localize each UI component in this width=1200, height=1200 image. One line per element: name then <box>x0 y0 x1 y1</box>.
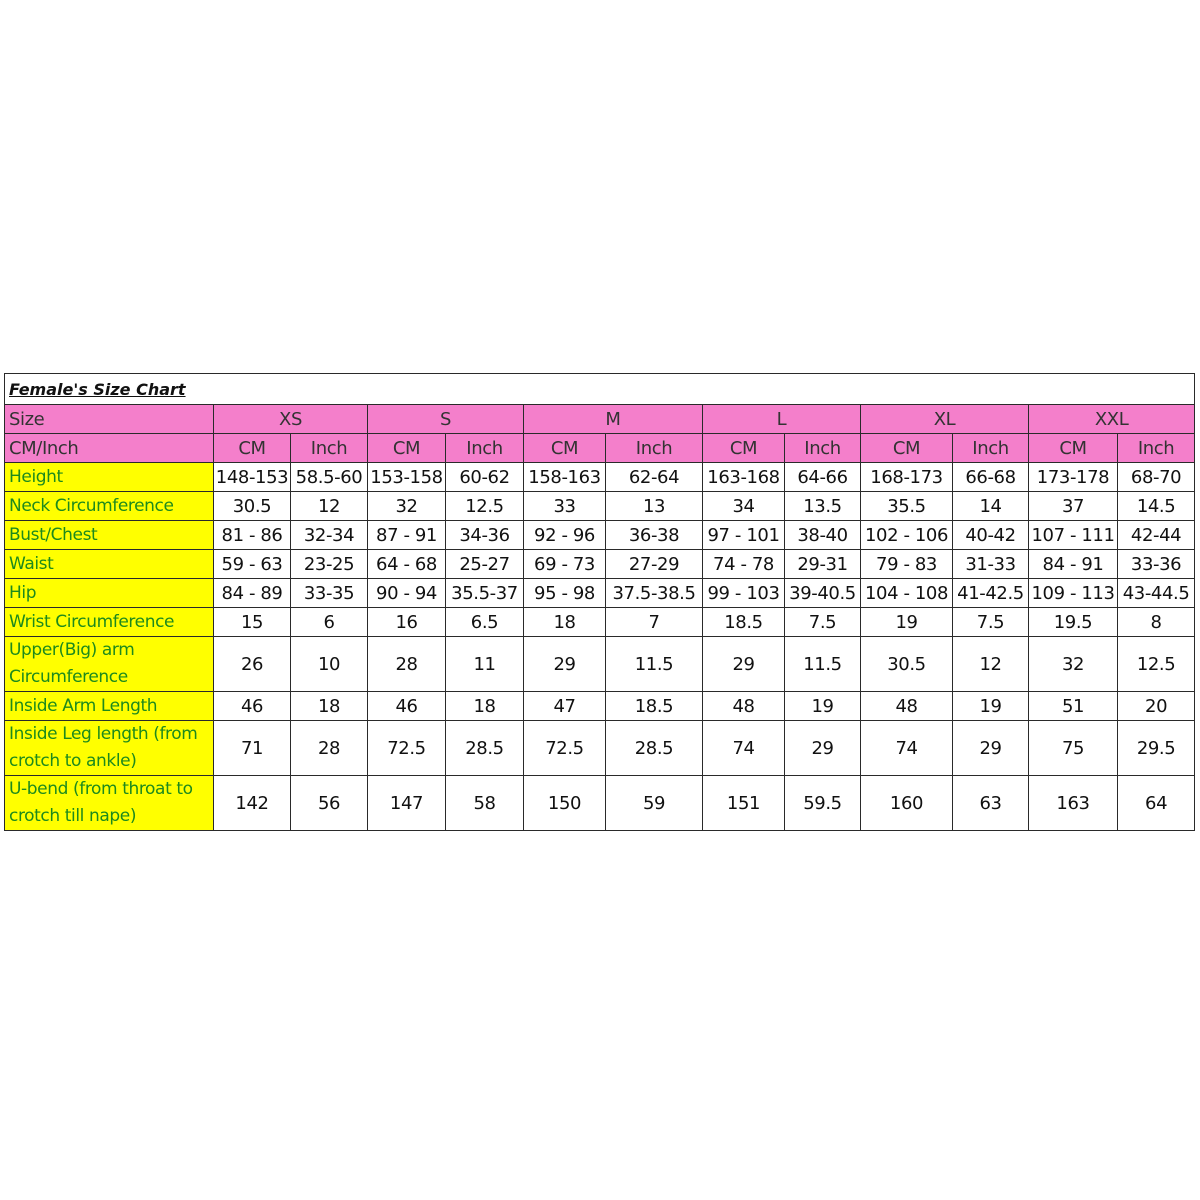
table-cell: 29 <box>524 637 606 692</box>
table-cell: 16 <box>368 608 446 637</box>
table-cell: 64-66 <box>785 463 861 492</box>
table-cell: 31-33 <box>953 550 1029 579</box>
table-cell: 81 - 86 <box>214 521 291 550</box>
table-cell: 18 <box>291 692 368 721</box>
row-label: Inside Arm Length <box>5 692 214 721</box>
unit-header-inch: Inch <box>291 434 368 463</box>
table-cell: 95 - 98 <box>524 579 606 608</box>
size-header-label: Size <box>5 405 214 434</box>
table-cell: 97 - 101 <box>703 521 785 550</box>
table-row <box>5 721 1195 776</box>
table-row <box>5 637 1195 692</box>
table-cell: 7.5 <box>785 608 861 637</box>
row-label: Waist <box>5 550 214 579</box>
table-row <box>5 550 1195 579</box>
row-label: Upper(Big) arm Circumference <box>5 637 214 692</box>
table-cell: 42-44 <box>1118 521 1195 550</box>
size-header-row <box>5 405 1195 434</box>
table-cell: 13.5 <box>785 492 861 521</box>
table-cell: 59 <box>606 776 703 831</box>
table-cell: 153-158 <box>368 463 446 492</box>
unit-header-cm: CM <box>368 434 446 463</box>
table-cell: 142 <box>214 776 291 831</box>
table-cell: 19 <box>953 692 1029 721</box>
table-cell: 12.5 <box>446 492 524 521</box>
table-cell: 64 <box>1118 776 1195 831</box>
table-cell: 28.5 <box>446 721 524 776</box>
table-cell: 37 <box>1029 492 1118 521</box>
table-cell: 29 <box>953 721 1029 776</box>
table-cell: 46 <box>368 692 446 721</box>
table-cell: 150 <box>524 776 606 831</box>
table-cell: 69 - 73 <box>524 550 606 579</box>
unit-header-inch: Inch <box>1118 434 1195 463</box>
table-cell: 19 <box>785 692 861 721</box>
table-cell: 92 - 96 <box>524 521 606 550</box>
size-chart-table <box>4 373 1195 831</box>
unit-header-cm: CM <box>861 434 953 463</box>
table-cell: 28.5 <box>606 721 703 776</box>
table-cell: 163-168 <box>703 463 785 492</box>
row-label: Hip <box>5 579 214 608</box>
table-cell: 59 - 63 <box>214 550 291 579</box>
unit-header-label: CM/Inch <box>5 434 214 463</box>
table-cell: 7.5 <box>953 608 1029 637</box>
table-cell: 102 - 106 <box>861 521 953 550</box>
table-cell: 13 <box>606 492 703 521</box>
table-cell: 40-42 <box>953 521 1029 550</box>
row-label: Neck Circumference <box>5 492 214 521</box>
size-header-m: M <box>524 405 703 434</box>
table-cell: 33 <box>524 492 606 521</box>
table-cell: 32 <box>368 492 446 521</box>
row-label: Height <box>5 463 214 492</box>
table-cell: 32 <box>1029 637 1118 692</box>
table-cell: 32-34 <box>291 521 368 550</box>
table-cell: 38-40 <box>785 521 861 550</box>
table-cell: 109 - 113 <box>1029 579 1118 608</box>
size-header-xxl: XXL <box>1029 405 1195 434</box>
table-cell: 7 <box>606 608 703 637</box>
table-cell: 87 - 91 <box>368 521 446 550</box>
chart-title <box>5 374 1195 405</box>
table-row <box>5 463 1195 492</box>
table-cell: 29.5 <box>1118 721 1195 776</box>
unit-header-inch: Inch <box>785 434 861 463</box>
table-cell: 14 <box>953 492 1029 521</box>
table-row <box>5 776 1195 831</box>
table-cell: 6 <box>291 608 368 637</box>
table-cell: 48 <box>703 692 785 721</box>
table-row <box>5 492 1195 521</box>
table-cell: 20 <box>1118 692 1195 721</box>
unit-header-cm: CM <box>703 434 785 463</box>
table-cell: 43-44.5 <box>1118 579 1195 608</box>
table-cell: 173-178 <box>1029 463 1118 492</box>
table-cell: 19.5 <box>1029 608 1118 637</box>
table-cell: 26 <box>214 637 291 692</box>
table-cell: 6.5 <box>446 608 524 637</box>
table-cell: 39-40.5 <box>785 579 861 608</box>
size-chart-container <box>4 373 1195 828</box>
table-cell: 11.5 <box>785 637 861 692</box>
table-cell: 72.5 <box>368 721 446 776</box>
table-cell: 168-173 <box>861 463 953 492</box>
table-row <box>5 579 1195 608</box>
table-row <box>5 608 1195 637</box>
unit-header-inch: Inch <box>953 434 1029 463</box>
table-cell: 74 <box>861 721 953 776</box>
table-cell: 35.5-37 <box>446 579 524 608</box>
table-cell: 18.5 <box>703 608 785 637</box>
table-cell: 64 - 68 <box>368 550 446 579</box>
table-cell: 29 <box>785 721 861 776</box>
table-cell: 11.5 <box>606 637 703 692</box>
table-cell: 74 <box>703 721 785 776</box>
table-cell: 163 <box>1029 776 1118 831</box>
unit-header-inch: Inch <box>606 434 703 463</box>
table-cell: 60-62 <box>446 463 524 492</box>
table-cell: 66-68 <box>953 463 1029 492</box>
table-cell: 29-31 <box>785 550 861 579</box>
table-row <box>5 692 1195 721</box>
row-label: Wrist Circumference <box>5 608 214 637</box>
size-header-s: S <box>368 405 524 434</box>
row-label: Inside Leg length (from crotch to ankle) <box>5 721 214 776</box>
table-cell: 47 <box>524 692 606 721</box>
table-cell: 29 <box>703 637 785 692</box>
table-cell: 28 <box>291 721 368 776</box>
table-cell: 18 <box>524 608 606 637</box>
table-cell: 27-29 <box>606 550 703 579</box>
table-cell: 160 <box>861 776 953 831</box>
table-cell: 33-35 <box>291 579 368 608</box>
table-cell: 71 <box>214 721 291 776</box>
table-cell: 35.5 <box>861 492 953 521</box>
table-cell: 28 <box>368 637 446 692</box>
table-cell: 104 - 108 <box>861 579 953 608</box>
row-label: U-bend (from throat to crotch till nape) <box>5 776 214 831</box>
table-cell: 12 <box>953 637 1029 692</box>
table-cell: 147 <box>368 776 446 831</box>
size-header-xl: XL <box>861 405 1029 434</box>
table-cell: 151 <box>703 776 785 831</box>
table-cell: 37.5-38.5 <box>606 579 703 608</box>
table-cell: 18 <box>446 692 524 721</box>
table-cell: 11 <box>446 637 524 692</box>
unit-header-cm: CM <box>214 434 291 463</box>
table-cell: 36-38 <box>606 521 703 550</box>
table-cell: 90 - 94 <box>368 579 446 608</box>
table-cell: 19 <box>861 608 953 637</box>
table-cell: 63 <box>953 776 1029 831</box>
table-cell: 74 - 78 <box>703 550 785 579</box>
table-cell: 48 <box>861 692 953 721</box>
table-cell: 34-36 <box>446 521 524 550</box>
table-cell: 62-64 <box>606 463 703 492</box>
table-cell: 84 - 89 <box>214 579 291 608</box>
unit-header-row <box>5 434 1195 463</box>
unit-header-inch: Inch <box>446 434 524 463</box>
table-cell: 46 <box>214 692 291 721</box>
table-cell: 15 <box>214 608 291 637</box>
table-cell: 30.5 <box>214 492 291 521</box>
size-header-l: L <box>703 405 861 434</box>
unit-header-cm: CM <box>524 434 606 463</box>
table-cell: 12 <box>291 492 368 521</box>
table-cell: 23-25 <box>291 550 368 579</box>
table-cell: 12.5 <box>1118 637 1195 692</box>
table-cell: 34 <box>703 492 785 521</box>
table-cell: 41-42.5 <box>953 579 1029 608</box>
table-cell: 25-27 <box>446 550 524 579</box>
size-chart-body <box>5 374 1195 831</box>
table-cell: 148-153 <box>214 463 291 492</box>
table-cell: 56 <box>291 776 368 831</box>
table-cell: 99 - 103 <box>703 579 785 608</box>
table-cell: 79 - 83 <box>861 550 953 579</box>
table-cell: 51 <box>1029 692 1118 721</box>
table-cell: 30.5 <box>861 637 953 692</box>
table-cell: 84 - 91 <box>1029 550 1118 579</box>
table-cell: 8 <box>1118 608 1195 637</box>
table-cell: 10 <box>291 637 368 692</box>
row-label: Bust/Chest <box>5 521 214 550</box>
table-row <box>5 521 1195 550</box>
title-row <box>5 374 1195 405</box>
table-cell: 58 <box>446 776 524 831</box>
table-cell: 68-70 <box>1118 463 1195 492</box>
table-cell: 158-163 <box>524 463 606 492</box>
table-cell: 14.5 <box>1118 492 1195 521</box>
table-cell: 107 - 111 <box>1029 521 1118 550</box>
table-cell: 59.5 <box>785 776 861 831</box>
table-cell: 58.5-60 <box>291 463 368 492</box>
unit-header-cm: CM <box>1029 434 1118 463</box>
size-header-xs: XS <box>214 405 368 434</box>
table-cell: 72.5 <box>524 721 606 776</box>
chart-title-text: Female's Size Chart <box>9 379 186 399</box>
table-cell: 33-36 <box>1118 550 1195 579</box>
table-cell: 75 <box>1029 721 1118 776</box>
table-cell: 18.5 <box>606 692 703 721</box>
